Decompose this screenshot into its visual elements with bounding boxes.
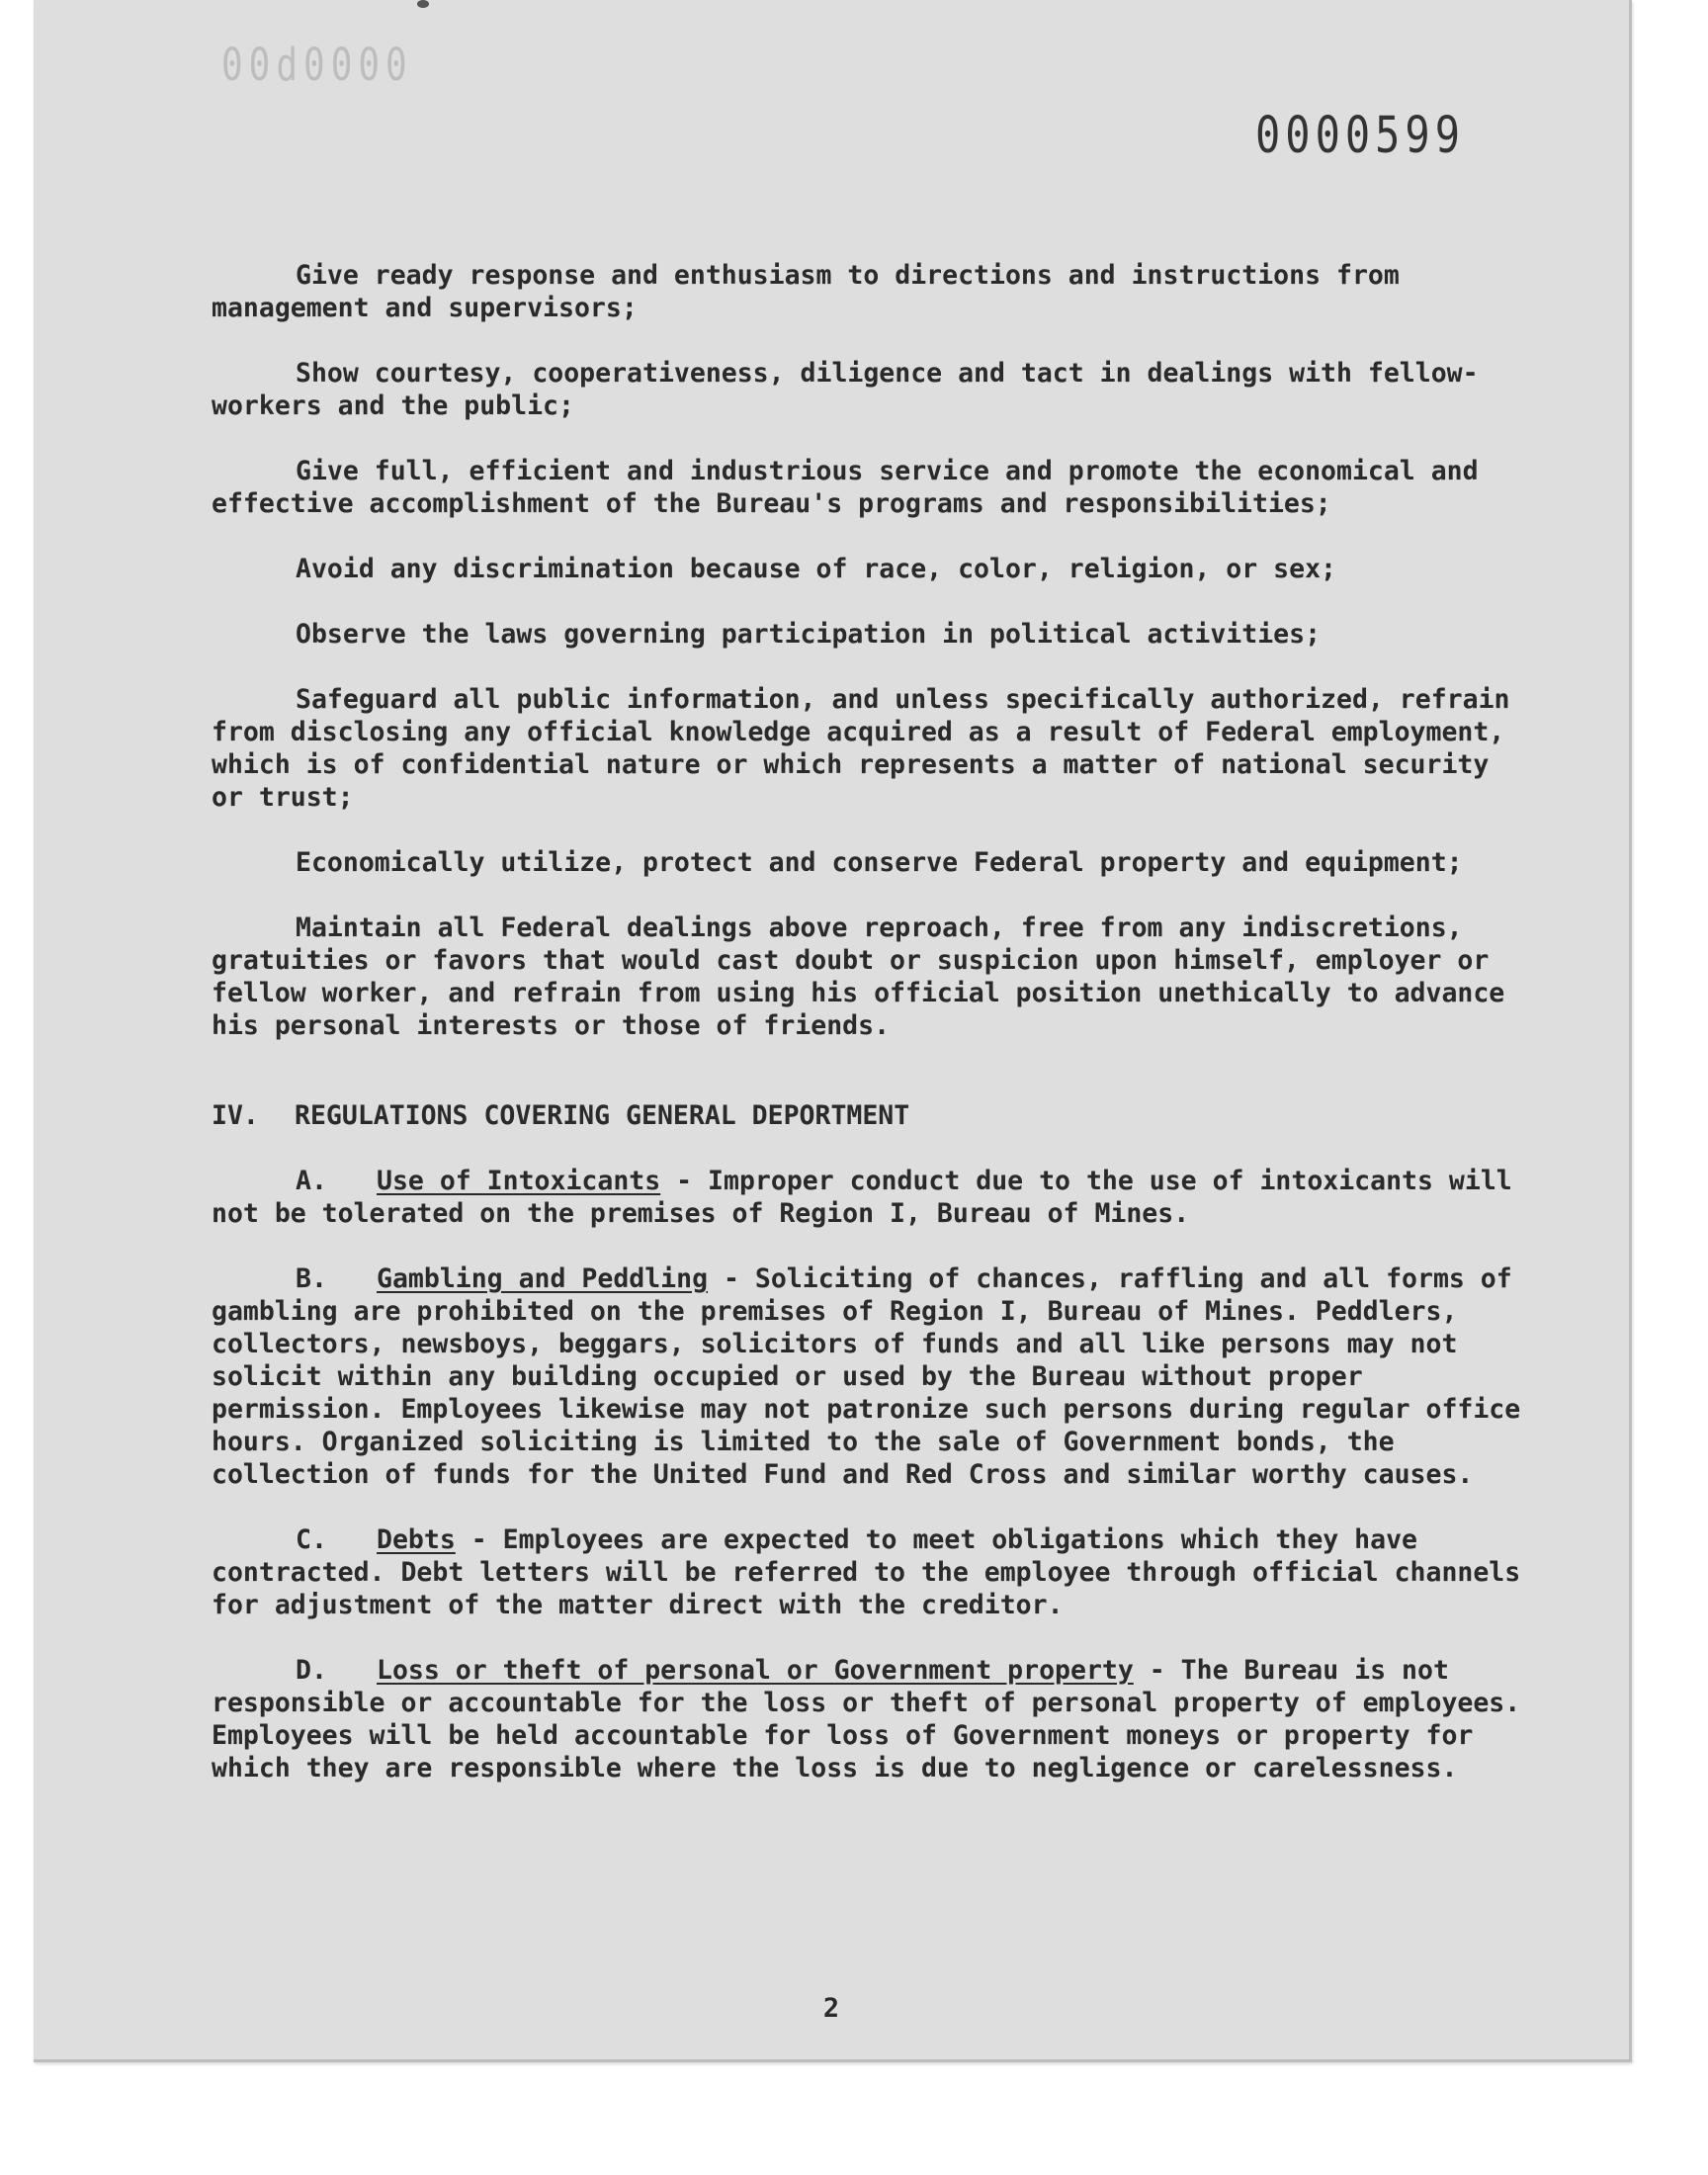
paragraph-5: Observe the laws governing participation in political activities; <box>296 619 1322 650</box>
section-title: REGULATIONS COVERING GENERAL DEPORTMENT <box>295 1100 910 1131</box>
subsection-title: Use of Intoxicants <box>377 1166 661 1196</box>
paragraph-8: Maintain all Federal dealings above reproach, free from any indiscretions, gratuities or favors that would cast doubt or suspicion upon himself, employer or fellow worker, and refrain from using his official position unethically to advance his personal interests or those of friends. <box>212 913 1505 1041</box>
subsection-label: D. <box>296 1655 327 1686</box>
page-number: 2 <box>822 1993 840 2024</box>
subsection-label: C. <box>296 1524 327 1555</box>
subsection-title: Debts <box>377 1524 456 1555</box>
paragraph-7: Economically utilize, protect and conserve Federal property and equipment; <box>296 847 1463 878</box>
section-heading <box>212 1099 1536 1132</box>
subsection-text: - The Bureau is not responsible or accountable for the loss or theft of personal property of employees. Employees will be held accountable for loss of Government moneys or property for which they are responsible where the loss is due to negligence or carelessness. <box>212 1655 1521 1784</box>
scan-speck <box>417 0 429 8</box>
paragraph-1: Give ready response and enthusiasm to directions and instructions from management and supervisors; <box>212 260 1400 323</box>
subsection-text: - Employees are expected to meet obligations which they have contracted. Debt letters will be referred to the employee through official channels for adjustment of the matter direct with the creditor. <box>212 1524 1521 1620</box>
paragraph-3: Give full, efficient and industrious service and promote the economical and effective accomplishment of the Bureau's programs and responsibilities; <box>212 456 1479 519</box>
paragraph-2: Show courtesy, cooperativeness, diligence and tact in dealings with fellow-workers and the public; <box>212 358 1479 421</box>
subsection-text: - Improper conduct due to the use of intoxicants will not be tolerated on the premises of Region I, Bureau of Mines. <box>212 1166 1512 1229</box>
document-body <box>212 259 1536 1817</box>
faint-stamp-number: 00d0000 <box>221 40 413 92</box>
subsection-b <box>212 1262 1536 1491</box>
paragraph-6: Safeguard all public information, and unless specifically authorized, refrain from disclosing any official knowledge acquired as a result of Federal employment, which is of confidential nature or which represents a matter of national security or trust; <box>212 684 1510 813</box>
document-stamp-number: 0000599 <box>1255 106 1466 164</box>
subsection-title: Gambling and Peddling <box>377 1263 709 1294</box>
subsection-c <box>212 1523 1536 1621</box>
section-number: IV. <box>212 1100 259 1131</box>
subsection-label: A. <box>296 1166 327 1196</box>
subsection-text: - Soliciting of chances, raffling and all forms of gambling are prohibited on the premises of Region I, Bureau of Mines. Peddlers, collectors, newsboys, beggars, solicitors of funds and all like persons may not solicit within any building occupied or used by the Bureau without proper permission. Employees likewise may not patronize such persons during regular office hours. Organized soliciting is limited to the sale of Government bonds, the collection of funds for the United Fund and Red Cross and similar worthy causes. <box>212 1263 1521 1490</box>
paragraph-4: Avoid any discrimination because of race, color, religion, or sex; <box>296 554 1336 584</box>
subsection-label: B. <box>296 1263 327 1294</box>
subsection-a <box>212 1165 1536 1230</box>
subsection-d <box>212 1654 1536 1784</box>
subsection-title: Loss or theft of personal or Government property <box>377 1655 1134 1686</box>
